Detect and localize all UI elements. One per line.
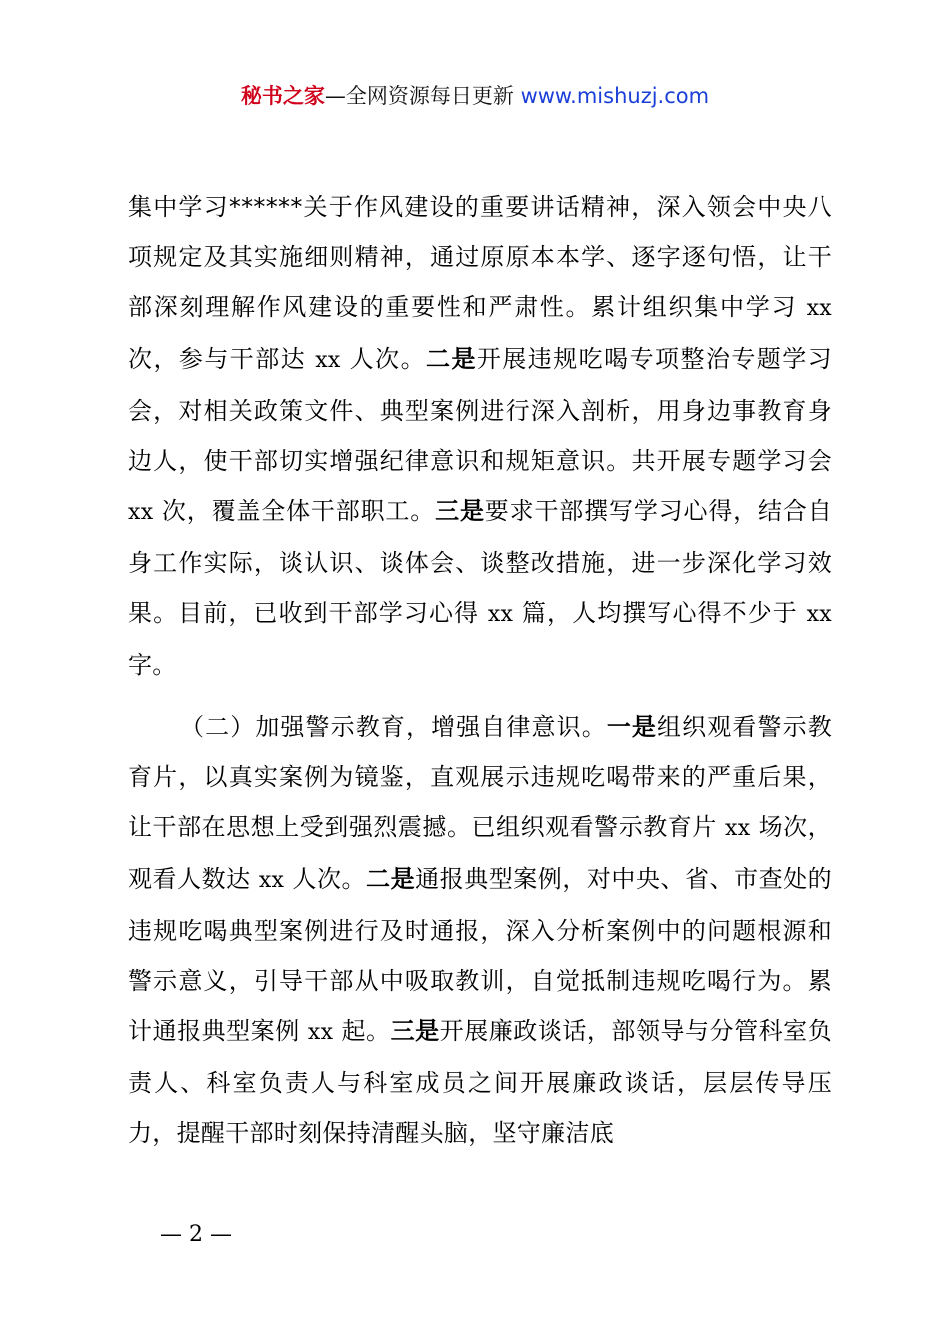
paragraph-2: （二）加强警示教育，增强自律意识。一是组织观看警示教育片，以真实案例为镜鉴，直观展示违规吃喝带来的严重后果，让干部在思想上受到强烈震撼。已组织观看警示教育片 xx 场次，观看人数达 xx 人次。二是通报典型案例，对中央、省、市查处的违规吃喝典型案例进行及时通报，深入分析案例中的问题根源和警示意义，引导干部从中吸取教训，自觉抵制违规吃喝行为。累计通报典型案例 xx 起。三是开展廉政谈话，部领导与分管科室负责人、科室负责人与科室成员之间开展廉政谈话，层层传导压力，提醒干部时刻保持清醒头脑，坚守廉洁底 — [128, 713, 833, 1147]
document-body — [128, 182, 832, 1170]
header-brand: 秘书之家 — [240, 84, 325, 108]
header-site-link[interactable]: www.mishuzj.com — [520, 84, 710, 108]
header-tagline: —全网资源每日更新 — [324, 84, 514, 108]
site-header — [0, 80, 950, 112]
page-number: — 2 — — [160, 1222, 232, 1247]
paragraph-1: 集中学习******关于作风建设的重要讲话精神，深入领会中央八项规定及其实施细则精神，通过原原本本学、逐字逐句悟，让干部深刻理解作风建设的重要性和严肃性。累计组织集中学习 xx 次，参与干部达 xx 人次。二是开展违规吃喝专项整治专题学习会，对相关政策文件、典型案例进行深入剖析，用身边事教育身边人，使干部切实增强纪律意识和规矩意识。共开展专题学习会 xx 次，覆盖全体干部职工。三是要求干部撰写学习心得，结合自身工作实际，谈认识、谈体会、谈整改措施，进一步深化学习效果。目前，已收到干部学习心得 xx 篇，人均撰写心得不少于 xx 字。 — [128, 193, 832, 679]
